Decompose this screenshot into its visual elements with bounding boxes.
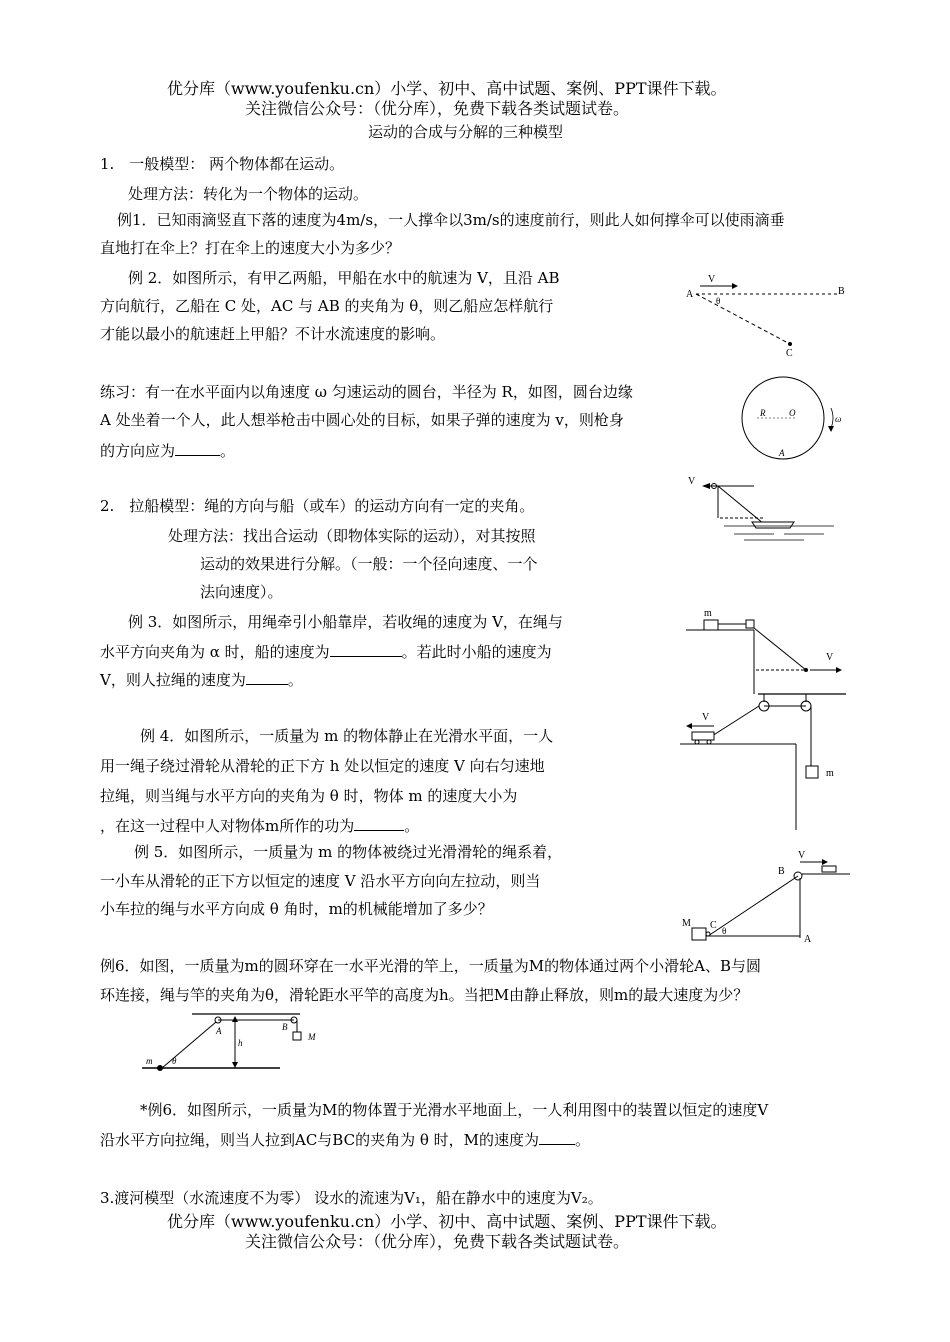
label-v: V (798, 850, 806, 861)
label-v: V (708, 274, 716, 285)
ex6b-line-1: *例6．如图所示，一质量为M的物体置于光滑水平地面上，一人利用图中的装置以恒定的速度V (140, 1101, 769, 1119)
label-m: m (704, 608, 712, 619)
section-3-heading: 3.渡河模型（水流速度不为零） 设水的流速为V₁，船在静水中的速度为V₂。 (100, 1189, 603, 1207)
ex3-line-2: 水平方向夹角为 α 时，船的速度为 。若此时小船的速度为 (100, 640, 552, 662)
section-2-method-3: 法向速度）。 (200, 583, 283, 601)
label-h: h (238, 1038, 243, 1048)
label-b: B (778, 866, 785, 877)
ex4-line-4: ，在这一过程中人对物体m所作的功为 。 (100, 814, 419, 836)
label-c: C (710, 920, 717, 931)
ex6b-line-2: 沿水平方向拉绳，则当人拉到AC与BC的夹角为 θ 时，M的速度为 。 (100, 1128, 590, 1150)
practice-line-1: 练习：有一在水平面内以角速度 ω 匀速运动的圆台，半径为 R，如图，圆台边缘 (100, 383, 633, 401)
answer-blank (330, 640, 402, 657)
label-m-small: m (146, 1056, 153, 1066)
section-1-heading: 1. 一般模型： 两个物体都在运动。 (100, 155, 345, 173)
answer-blank (175, 439, 220, 456)
footer-line-1: 优分库（www.youfenku.cn）小学、初中、高中试题、案例、PPT课件下载。 (167, 1212, 727, 1231)
ex2-line-3: 才能以最小的航速赶上甲船？不计水流速度的影响。 (100, 325, 446, 343)
label-v: V (826, 652, 834, 663)
label-omega: ω (835, 414, 842, 424)
label-v: V (702, 712, 710, 723)
answer-blank (354, 814, 404, 831)
label-theta: θ (172, 1056, 177, 1066)
label-c: C (786, 348, 793, 359)
section-1-method: 处理方法：转化为一个物体的运动。 (128, 185, 369, 203)
label-theta: θ (722, 926, 727, 936)
label-m: m (826, 768, 834, 779)
label-m-big: M (682, 918, 691, 929)
ex3-line-1: 例 3．如图所示，用绳牵引小船靠岸，若收绳的速度为 V，在绳与 (128, 613, 563, 631)
label-a: A (804, 934, 812, 945)
ex3-line-3: V，则人拉绳的速度为 。 (100, 668, 303, 690)
ex6-line-2: 环连接，绳与竿的夹角为θ，滑轮距水平竿的高度为h。当把M由静止释放，则m的最大速度为少？ (100, 986, 749, 1004)
label-o: O (789, 408, 796, 418)
ex4-line-3: 拉绳，则当绳与水平方向的夹角为 θ 时，物体 m 的速度大小为 (100, 787, 518, 805)
page-title: 运动的合成与分解的三种模型 (368, 123, 564, 141)
label-b: B (838, 286, 845, 297)
practice-line-2: A 处坐着一个人，此人想举枪击中圆心处的目标，如果子弹的速度为 v，则枪身 (100, 411, 624, 429)
label-a: A (779, 448, 785, 458)
label-r: R (760, 408, 766, 418)
figure-ex6 (140, 1010, 340, 1076)
footer-line-2: 关注微信公众号：（优分库），免费下载各类试题试卷。 (245, 1232, 630, 1251)
ex2-line-2: 方向航行，乙船在 C 处，AC 与 AB 的夹角为 θ，则乙船应怎样航行 (100, 297, 554, 315)
figure-ex5 (680, 852, 852, 944)
answer-blank (246, 668, 288, 685)
label-m-big: M (308, 1032, 316, 1042)
label-v: V (688, 476, 696, 487)
ex2-line-1: 例 2．如图所示，有甲乙两船，甲船在水中的航速为 V，且沿 AB (128, 269, 560, 287)
ex1-line-1: 例1．已知雨滴竖直下落的速度为4m/s，一人撑伞以3m/s的速度前行，则此人如何撑伞可以使雨滴垂 (117, 211, 785, 229)
header-line-1: 优分库（www.youfenku.cn）小学、初中、高中试题、案例、PPT课件下载。 (167, 79, 727, 98)
practice-line-3: 的方向应为 。 (100, 439, 235, 461)
figure-ex3 (686, 606, 852, 698)
figure-boat-pull (684, 474, 844, 546)
ex5-line-2: 一小车从滑轮的正下方以恒定的速度 V 沿水平方向向左拉动，则当 (100, 872, 541, 890)
ex4-line-2: 用一绳子绕过滑轮从滑轮的正下方 h 处以恒定的速度 V 向右匀速地 (100, 757, 545, 775)
ex5-line-3: 小车拉的绳与水平方向成 θ 角时，m的机械能增加了多少？ (100, 900, 493, 918)
ex1-line-2: 直地打在伞上？打在伞上的速度大小为多少？ (100, 239, 401, 257)
section-2-method-2: 运动的效果进行分解。（一般：一个径向速度、一个 (200, 555, 538, 573)
answer-blank (539, 1128, 575, 1145)
figure-ex4 (680, 690, 850, 834)
section-2-heading: 2. 拉船模型：绳的方向与船（或车）的运动方向有一定的夹角。 (100, 497, 535, 515)
section-2-method-1: 处理方法：找出合运动（即物体实际的运动），对其按照 (168, 527, 536, 545)
figure-boats-abc (680, 272, 850, 360)
figure-rotating-disk (735, 376, 845, 462)
ex4-line-1: 例 4．如图所示，一质量为 m 的物体静止在光滑水平面，一人 (140, 727, 554, 745)
header-line-2: 关注微信公众号：（优分库），免费下载各类试题试卷。 (245, 99, 630, 118)
ex5-line-1: 例 5．如图所示，一质量为 m 的物体被绕过光滑滑轮的绳系着， (134, 843, 563, 861)
ex6-line-1: 例6．如图，一质量为m的圆环穿在一水平光滑的竿上，一质量为M的物体通过两个小滑轮A、B与圆 (100, 957, 761, 975)
label-theta: θ (716, 296, 721, 306)
label-a: A (216, 1026, 222, 1036)
label-b: B (282, 1022, 288, 1032)
label-a: A (686, 289, 694, 300)
